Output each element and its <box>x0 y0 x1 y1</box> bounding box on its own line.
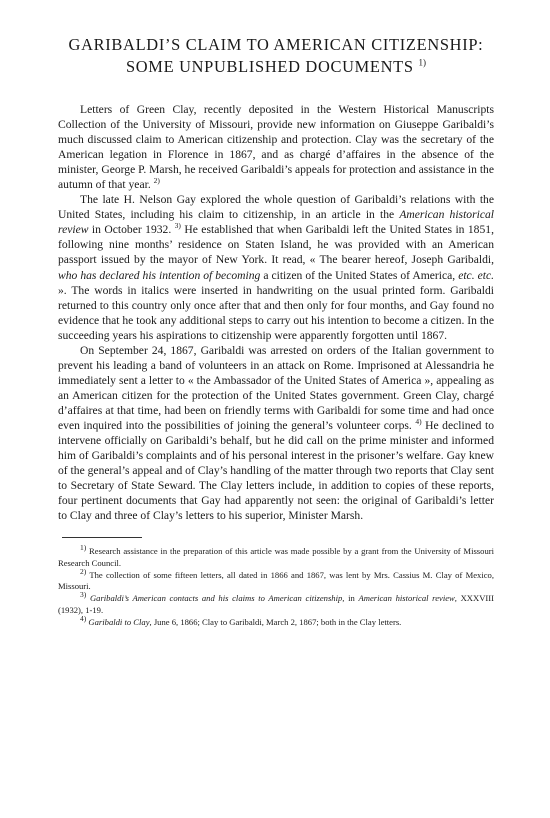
footnote-text: , in <box>342 593 355 604</box>
paragraph-text: Letters of Green Clay, recently deposited in the Western Historical Manuscripts Collection of the University of Missouri, provide new information on Giuseppe Garibaldi’s much discussed claim to American citizenship and protection. Clay was the secretary of the American legation in Florence in 1867, and as chargé d’affaires in the absence of the minister, George P. Marsh, he received Garibaldi’s appeals for protection and assistance in the autumn of that year. <box>58 103 494 192</box>
footnote-2 <box>58 566 494 593</box>
footnote-italic: Garibaldi to Clay <box>88 616 150 627</box>
paragraph-1 <box>58 102 494 192</box>
article-title <box>58 34 494 78</box>
footnote-mark: 2) <box>80 566 87 576</box>
footnote-mark: 4) <box>80 613 87 623</box>
footnote-ref-4: 4) <box>415 417 422 427</box>
footnote-mark: 1) <box>80 543 87 553</box>
paragraph-text: ». The words in italics were inserted in handwriting on the usual printed form. Garibaldi returned to this country only once after that and then only for four months, and Gay found no evidence that he took any additional steps to carry out his intention to become a citizen. In the succeeding years his aspirations to citizenship were apparently forgotten until 1867. <box>58 283 494 342</box>
footnote-1 <box>58 543 494 569</box>
paragraph-text: He established that when Garibaldi left the United States in 1851, following nine months’ residence on Staten Island, he was provided with an American passport issued by the mayor of New York. It read, « The bearer hereof, Joseph Garibaldi, <box>58 223 494 267</box>
title-line-1: GARIBALDI’S CLAIM TO AMERICAN CITIZENSHIP: <box>68 35 484 54</box>
footnote-text: Research assistance in the preparation of this article was made possible by a grant from the University of Missouri Research Council. <box>58 546 494 569</box>
footnote-text: , XXXVIII (1932), 1-19. <box>58 593 495 615</box>
footnote-italic: American historical review <box>358 593 455 604</box>
footnote-ref-3: 3) <box>174 221 181 231</box>
paragraph-text: The late H. Nelson Gay explored the whole question of Garibaldi’s relations with the United States, including his claim to citizenship, in an article in the <box>58 193 494 222</box>
italic-phrase: etc. etc. <box>458 268 494 282</box>
italic-phrase: who has declared his intention of becoming <box>58 268 261 282</box>
footnote-text: , June 6, 1866; Clay to Garibaldi, March 2, 1867; both in the Clay letters. <box>149 616 402 627</box>
footnotes <box>58 543 495 628</box>
footnote-text: The collection of some fifteen letters, all dated in 1866 and 1867, was lent by Mrs. Cassius M. Clay of Mexico, Missouri. <box>58 569 494 592</box>
footnote-3 <box>58 590 495 616</box>
paragraph-text: He declined to intervene officially on Garibaldi’s behalf, but he did call on the prime minister and informed him of Garibaldi’s complaints and of his personal interest in the prisoner’s welfare. Gay knew of the general’s appeal and of Clay’s handling of the matter through two reports that Clay sent to Secretary of State Seward. The Clay letters include, in addition to copies of these reports, four pertinent documents that Gay had apparently not seen: the original of Garibaldi’s letter to Clay and three of Clay’s letters to his superior, Minister Marsh. <box>58 418 495 523</box>
title-footnote-mark: 1) <box>418 57 427 68</box>
title-line-2: SOME UNPUBLISHED DOCUMENTS <box>125 57 414 76</box>
paragraph-text: On September 24, 1867, Garibaldi was arrested on orders of the Italian government to prevent his leading a band of volunteers in an attack on Rome. Imprisoned at Alessandria he immediately sent a letter to « the Ambassador of the United States of America », appealing as an American citizen for the protection of the United States government. Green Clay, chargé d’affaires at that time, had been on friendly terms with Garibaldi for some time and had once even inquired into the possibilities of joining the general’s volunteer corps. <box>58 343 494 432</box>
paragraph-text: in October 1932. <box>91 223 172 237</box>
footnote-italic: Garibaldi’s American contacts and his claims to American citizenship <box>89 593 343 604</box>
paragraph-text: a citizen of the United States of America, <box>263 268 456 282</box>
footnote-mark: 3) <box>80 590 87 600</box>
footnote-divider <box>62 537 142 538</box>
article-body <box>58 102 494 523</box>
paragraph-2 <box>58 192 494 342</box>
paragraph-3 <box>58 343 494 524</box>
footnote-ref-2: 2) <box>153 176 160 186</box>
journal-title: American historical review <box>58 208 494 237</box>
footnote-4 <box>58 613 494 629</box>
